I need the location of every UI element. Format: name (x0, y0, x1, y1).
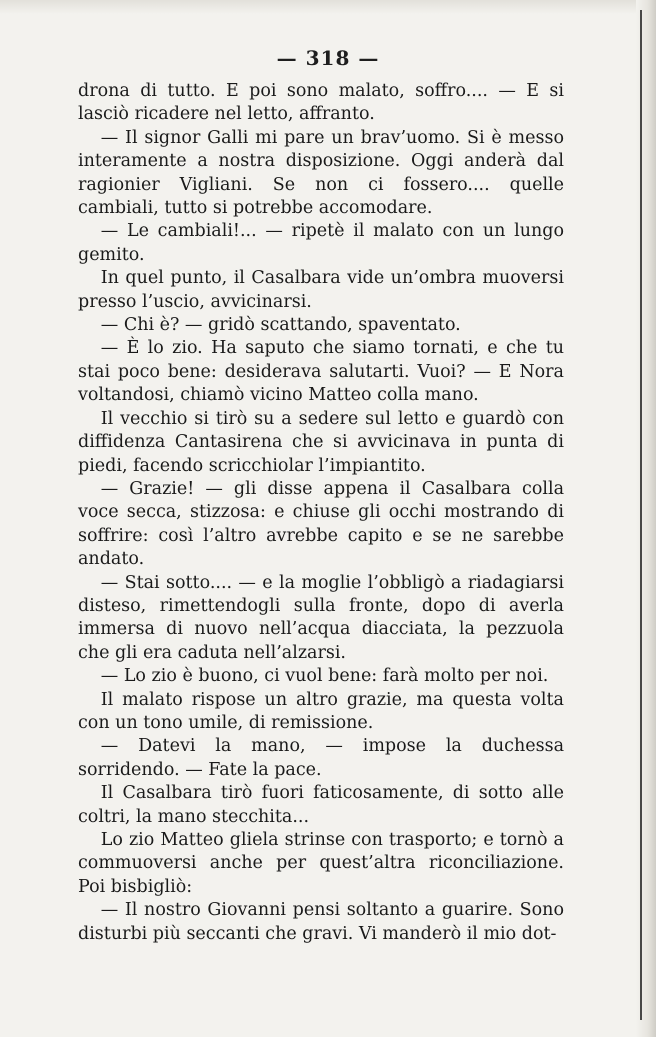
paragraph-10: — Lo zio è buono, ci vuol bene: farà molto per noi. (100, 666, 549, 687)
page-top-shadow (0, 0, 656, 14)
paragraph-13: Il Casalbara tirò fuori faticosamente, di sotto alle coltri, la mano stecchita... (78, 783, 564, 827)
page-binding-edge (636, 0, 656, 1037)
paragraph-3: — Le cambiali!... — ripetè il malato con un lungo gemito. (78, 221, 564, 265)
paragraph-1: drona di tutto. E poi sono malato, soffro.... — E si lasciò ricadere nel letto, affranto. (78, 81, 564, 125)
paragraph-7: Il vecchio si tirò su a sedere sul letto e guardò con diffidenza Cantasirena che si avvicinava in punta di piedi, facendo scricchiolar l’impiantito. (78, 408, 564, 476)
paragraph-9: — Stai sotto.... — e la moglie l’obbligò a riadagiarsi disteso, rimettendogli sulla fronte, dopo di averla immersa di nuovo nell’acqua diacciata, la pezzuola che gli era caduta nell’alzarsi. (78, 572, 564, 663)
page-number: — 318 — (276, 46, 380, 70)
page-edge-line (640, 10, 642, 1020)
paragraph-5: — Chi è? — gridò scattando, spaventato. (100, 315, 461, 336)
paragraph-2: — Il signor Galli mi pare un brav’uomo. Si è messo interamente a nostra disposizione. Oggi anderà dal ragionier Vigliani. Se non ci fossero.... quelle cambiali, tutto si potrebbe accomodare. (78, 127, 564, 219)
paragraph-12: — Datevi la mano, — impose la duchessa sorridendo. — Fate la pace. (78, 736, 564, 780)
paragraph-4: In quel punto, il Casalbara vide un’ombra muoversi presso l’uscio, avvicinarsi. (78, 268, 564, 312)
paragraph-15: — Il nostro Giovanni pensi soltanto a guarire. Sono disturbi più seccanti che gravi. Vi manderò il mio dot- (78, 900, 564, 944)
paragraph-11: Il malato rispose un altro grazie, ma questa volta con un tono umile, di remissione. (78, 689, 564, 733)
body-text (78, 80, 564, 946)
paragraph-14: Lo zio Matteo gliela strinse con trasporto; e tornò a commuoversi anche per quest’altra riconciliazione. Poi bisbigliò: (78, 830, 564, 897)
paragraph-6: — È lo zio. Ha saputo che siamo tornati, e che tu stai poco bene: desiderava salutarti. Vuoi? — E Nora voltandosi, chiamò vicino Matteo colla mano. (78, 338, 564, 406)
paragraph-8: — Grazie! — gli disse appena il Casalbara colla voce secca, stizzosa: e chiuse gli occhi mostrando di soffrire: così l’altro avrebbe capito e se ne sarebbe andato. (78, 478, 564, 570)
